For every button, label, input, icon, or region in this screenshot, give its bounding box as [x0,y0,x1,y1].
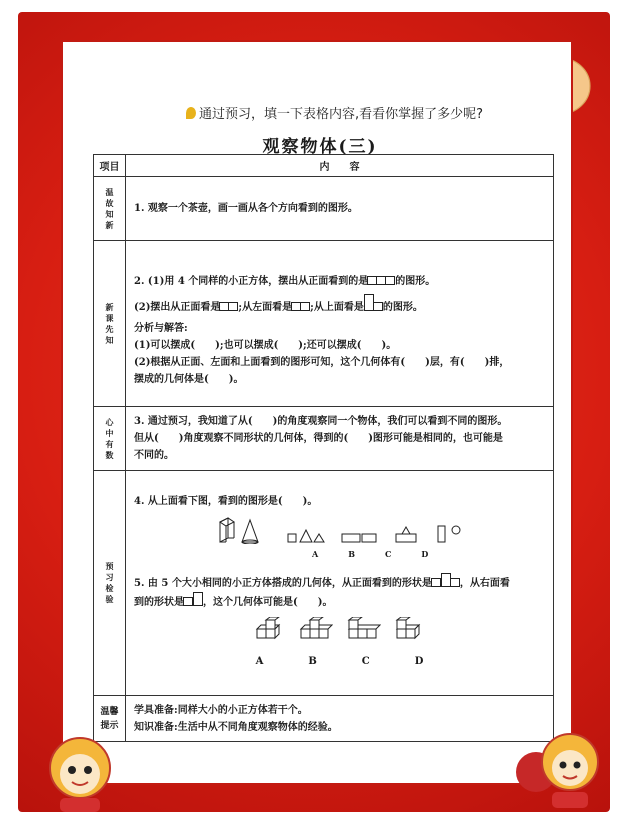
table-header-row [94,155,554,177]
q4-figures [134,516,545,544]
cube-figure-b [299,617,333,643]
prism-cone-figure [216,516,272,544]
row-label-review: 温 故 知 新 [94,177,126,241]
analysis-label: 分析与解答: [134,323,188,334]
answer-3: 摆成的几何体是( )。 [134,374,244,385]
front-view-figure [432,578,460,589]
right-view-figure [184,597,203,608]
lion-dance-mascot-left [30,730,130,815]
table-row [94,407,554,471]
row-label-new-lesson: 新 课 先 知 [94,241,126,407]
page-title: 观察物体(三) [262,137,378,157]
row-label-mind: 心 中 有 数 [94,407,126,471]
choice-a-figure [286,524,326,544]
row-label-tips: 温馨 提示 [94,696,126,742]
table-row [94,696,554,742]
cube-figure-c [347,617,381,643]
q5-cube-figures [134,617,545,643]
answer-2: (2)根据从正面、左面和上面看到的图形可知，这个几何体有( )层，有( )排， [134,357,510,368]
check-content: 4. 从上面看下图，看到的图形是( )。 A B C D 5. 由 5 个大小相同的小正方体搭成的几何体，从正面看到的形状是 ，从右面看 到的形状是 ，这个几何体可能是( )。 A B C D [126,471,554,696]
review-content: 1. 观察一个茶壶，画一画从各个方向看到的图形。 [126,177,554,241]
q4-choice-labels: A B C D [312,548,429,559]
col-item-header: 项目 [94,155,126,177]
q5-choice-labels: A B C D [255,655,424,667]
new-lesson-content: 2. (1)用 4 个同样的小正方体，摆出从正面看到的是 的图形。 (2)摆出从正面看是 ;从左面看是 ;从上面看是 的图形。 分析与解答: (1)可以摆成( );也可以摆成( );还可以摆成( )。 (2)根据从正面、左面和上面看到的图形可知，这个几何体有( )层，有( )排， 摆成的几何体是( )。 [126,241,554,407]
bullet-icon [186,107,196,119]
choice-b-figure [340,524,380,544]
table-row [94,471,554,696]
table-row [94,177,554,241]
mind-content: 3. 通过预习，我知道了从( )的角度观察同一个物体，我们可以看到不同的图形。 但从( )角度观察不同形状的几何体，得到的( )图形可能是相同的，也可能是 不同的。 [126,407,554,471]
choice-d-figure [434,524,464,544]
col-content-header: 内 容 [126,155,554,177]
tips-content: 学具准备:同样大小的小正方体若干个。 知识准备:生活中从不同角度观察物体的经验。 [126,696,554,742]
table-row [94,241,554,407]
choice-c-figure [394,524,420,544]
header-subtitle: 通过预习，填一下表格内容,看看你掌握了多少呢? [186,103,546,122]
l-shape-figure [364,302,383,313]
two-square-figure-left [292,302,310,313]
cube-figure-d [395,617,425,643]
row-label-check: 预 习 检 验 [94,471,126,696]
cube-figure-a [255,617,285,643]
answer-1: (1)可以摆成( );也可以摆成( );还可以摆成( )。 [134,340,397,351]
lion-dance-mascot-right [500,722,610,814]
three-square-figure [368,276,395,287]
preview-table [93,154,554,742]
two-square-figure [220,302,238,313]
question-4: 4. 从上面看下图，看到的图形是( )。 [134,495,318,507]
